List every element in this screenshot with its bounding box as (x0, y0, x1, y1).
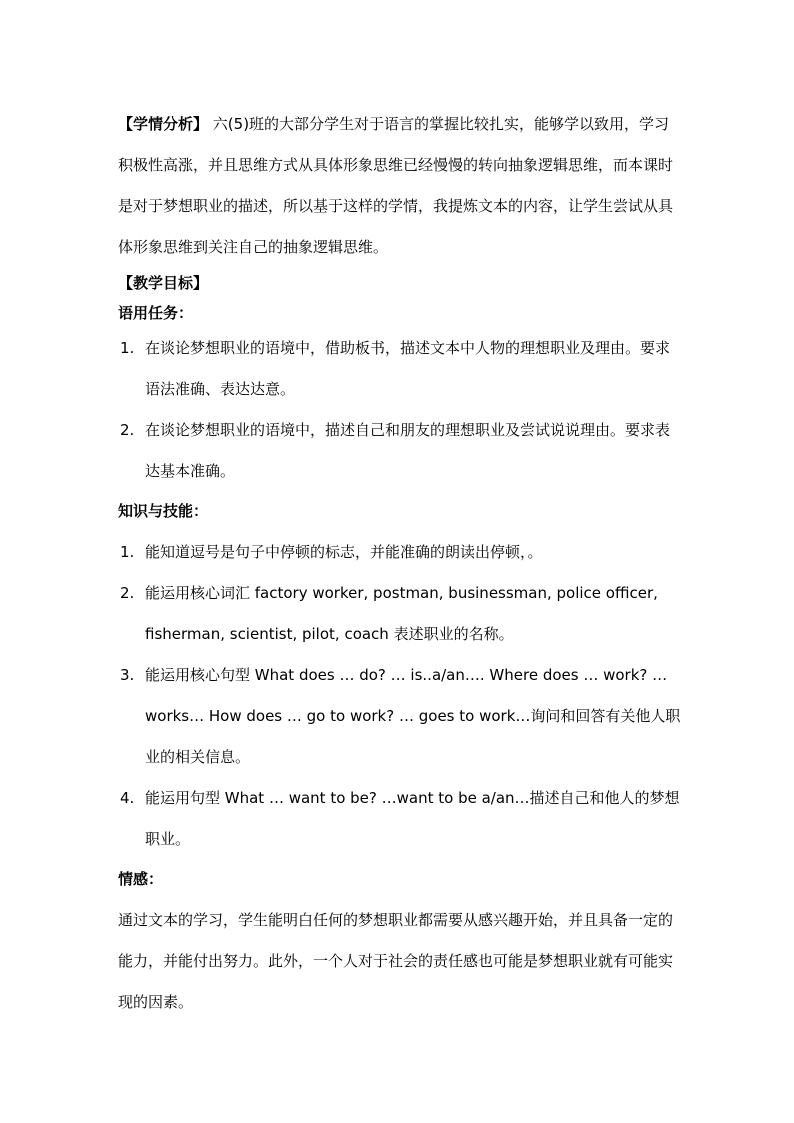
list-item-number: 1. (120, 339, 135, 357)
teaching-objectives-heading: 【教学目标】 (118, 274, 209, 292)
learner-analysis-text: 六(5)班的大部分学生对于语言的掌握比较扎实，能够学以致用，学习积极性高涨，并且思维方式从具体形象思维已经慢慢的转向抽象逻辑思维，而本课时是对于梦想职业的描述，所以基于这样的学情，我提炼文本的内容，让学生尝试从具体形象思维到关注自己的抽象逻辑思维。 (118, 115, 674, 256)
list-item-text: 能知道逗号是句子中停顿的标志，并能准确的朗读出停顿，。 (145, 543, 543, 561)
learner-analysis-label: 【学情分析】 (118, 115, 209, 133)
learner-analysis-paragraph (118, 104, 684, 268)
list-item-text: 能运用核心词汇 factory worker, postman, businessman, police officer, fisherman, scientist, pilot, coach 表述职业的名称。 (145, 584, 658, 643)
list-item-number: 3. (120, 666, 135, 684)
list-item-text: 能运用核心句型 What does … do? … is..a/an…. Where does … work? …works… How does … go to work? … goes to work…询问和回答有关他人职业的相关信息。 (145, 666, 681, 766)
list-item (118, 410, 684, 492)
list-item-number: 1. (120, 543, 135, 561)
language-tasks-heading: 语用任务： (118, 304, 194, 322)
emotion-heading: 情感： (118, 870, 164, 888)
knowledge-skills-heading: 知识与技能： (118, 502, 209, 520)
list-item-text: 能运用句型 What … want to be? …want to be a/an…描述自己和他人的梦想职业。 (145, 789, 680, 848)
document-page (118, 104, 684, 1023)
list-item-number: 4. (120, 789, 135, 807)
list-item (118, 778, 684, 860)
language-tasks-list (118, 328, 684, 492)
list-item-text: 在谈论梦想职业的语境中，借助板书，描述文本中人物的理想职业及理由。要求语法准确、表达达意。 (145, 339, 671, 398)
list-item (118, 655, 684, 778)
list-item (118, 328, 684, 410)
emotion-paragraph: 通过文本的学习，学生能明白任何的梦想职业都需要从感兴趣开始，并且具备一定的能力，并能付出努力。此外，一个人对于社会的责任感也可能是梦想职业就有可能实现的因素。 (118, 911, 674, 1011)
knowledge-skills-list (118, 532, 684, 860)
list-item (118, 573, 684, 655)
list-item-text: 在谈论梦想职业的语境中，描述自己和朋友的理想职业及尝试说说理由。要求表达基本准确。 (145, 421, 671, 480)
list-item (118, 532, 684, 573)
list-item-number: 2. (120, 584, 135, 602)
list-item-number: 2. (120, 421, 135, 439)
